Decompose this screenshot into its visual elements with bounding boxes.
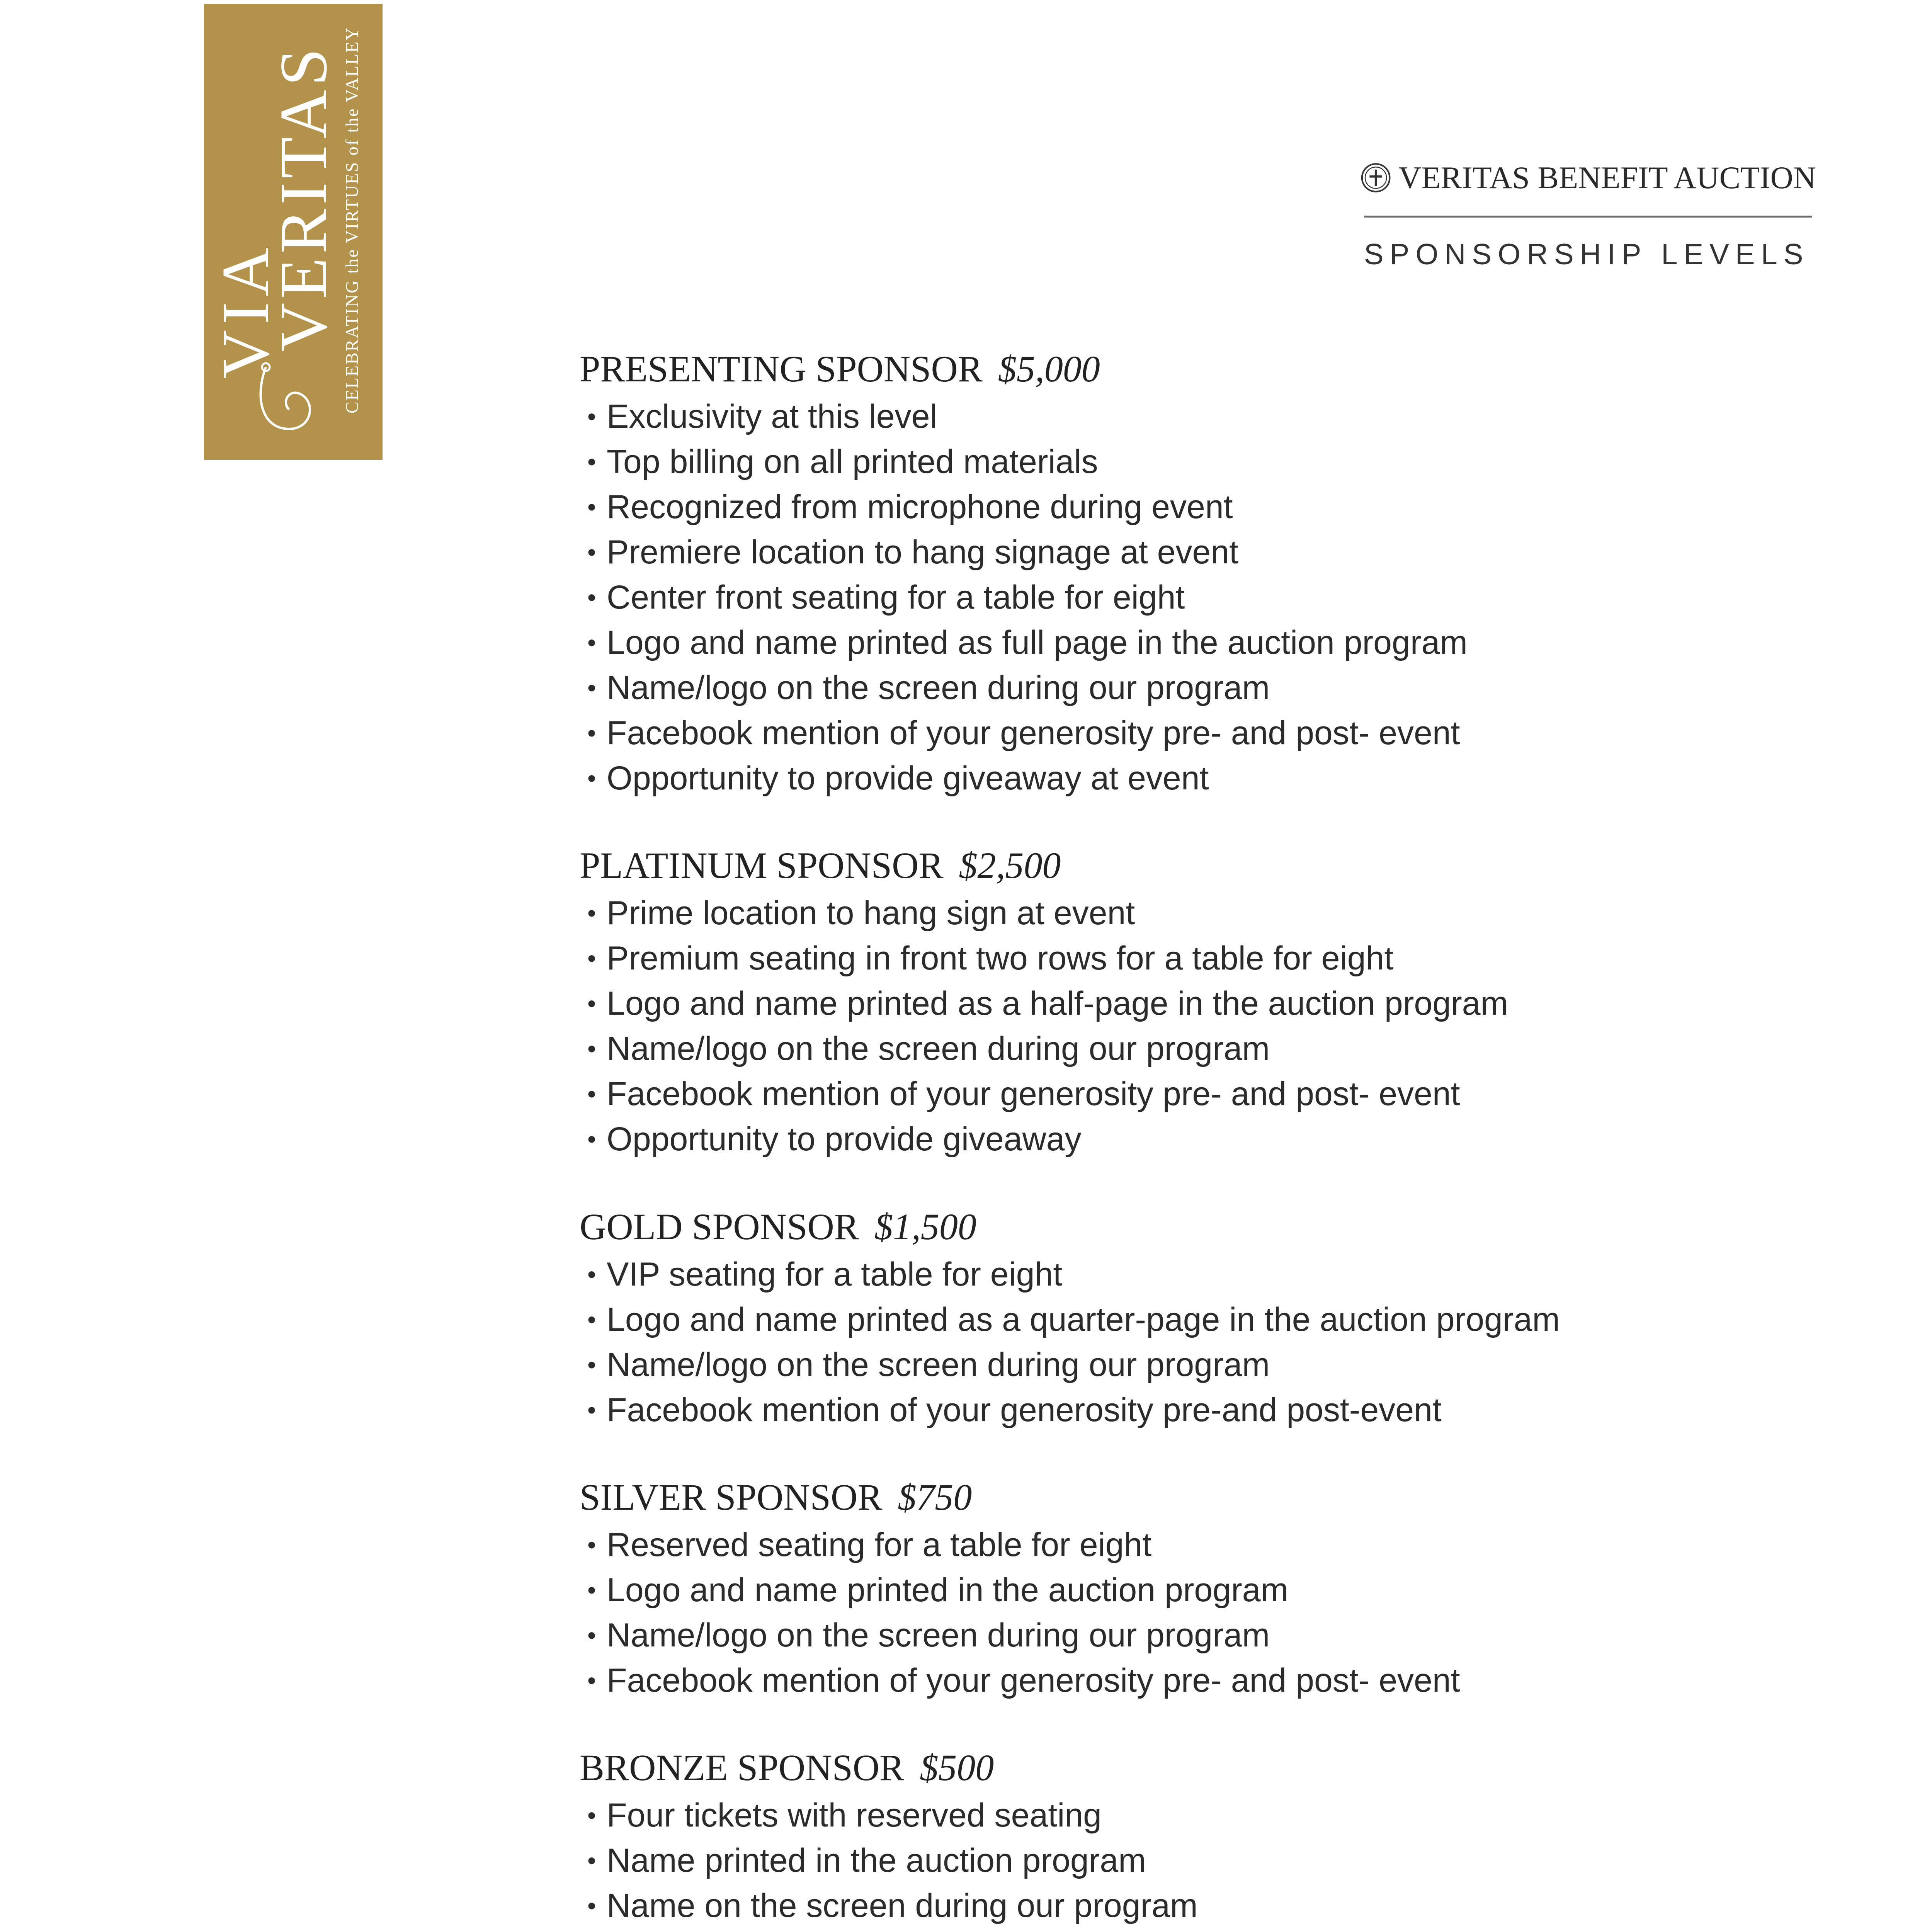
header-title-text: VERITAS BENEFIT AUCTION xyxy=(1398,160,1816,195)
benefit-list xyxy=(580,1252,1560,1433)
header-title xyxy=(1360,156,1816,199)
section-price: $2,500 xyxy=(959,845,1061,886)
section-price: $1,500 xyxy=(874,1206,976,1247)
list-item: • Center front seating for a table for eight xyxy=(580,575,1468,620)
list-item: • Name/logo on the screen during our program xyxy=(580,665,1468,711)
veritas-seal-icon xyxy=(1360,158,1391,197)
list-item: • Logo and name printed as a half-page in the auction program xyxy=(580,981,1508,1026)
list-item: • Exclusivity at this level xyxy=(580,394,1468,439)
section-title-text: BRONZE SPONSOR xyxy=(580,1747,905,1788)
list-item: • Name on the screen during our program xyxy=(580,1883,1460,1929)
list-item: • Opportunity to provide giveaway at event xyxy=(580,756,1468,801)
section-price: $5,000 xyxy=(998,348,1100,389)
list-item: • Name printed in the auction program xyxy=(580,1838,1460,1883)
list-item: • Reserved seating for a table for eight xyxy=(580,1522,1460,1568)
benefit-list xyxy=(580,891,1508,1162)
benefit-list xyxy=(580,1793,1460,1932)
header-divider xyxy=(1364,216,1812,218)
section-title xyxy=(580,844,1508,891)
via-veritas-logo-banner xyxy=(204,4,383,460)
section-title xyxy=(580,1206,1560,1252)
list-item: • Facebook mention of your generosity pre- and post- event xyxy=(580,1071,1508,1117)
section-gold xyxy=(580,1206,1560,1433)
list-item: • VIP seating for a table for eight xyxy=(580,1252,1560,1297)
list-item: • Recognized from microphone during event xyxy=(580,485,1468,530)
list-item: • Prime location to hang sign at event xyxy=(580,891,1508,936)
list-item: • Name/logo on the screen during our program xyxy=(580,1342,1560,1388)
section-title xyxy=(580,1747,1460,1793)
section-title-text: PLATINUM SPONSOR xyxy=(580,845,944,886)
section-title xyxy=(580,348,1468,394)
benefit-list xyxy=(580,394,1468,801)
banner-tagline: CELEBRATING the VIRTUES of the VALLEY xyxy=(342,26,362,413)
banner-rotated-content xyxy=(204,4,383,460)
list-item: • Premium seating in front two rows for a table for eight xyxy=(580,936,1508,981)
section-silver xyxy=(580,1476,1460,1703)
section-title-text: PRESENTING SPONSOR xyxy=(580,348,983,389)
section-title-text: SILVER SPONSOR xyxy=(580,1476,883,1518)
list-item: • Logo and name printed in the auction program xyxy=(580,1568,1460,1613)
list-item xyxy=(580,1929,1460,1932)
banner-veritas: VERITAS xyxy=(266,44,341,352)
list-item: • Opportunity to provide giveaway xyxy=(580,1117,1508,1162)
list-item: • Name/logo on the screen during our program xyxy=(580,1026,1508,1071)
banner-via: VIA xyxy=(208,242,283,379)
section-title xyxy=(580,1476,1460,1522)
benefit-list xyxy=(580,1522,1460,1703)
section-price: $750 xyxy=(898,1476,972,1518)
list-item: • Logo and name printed as a quarter-page in the auction program xyxy=(580,1297,1560,1342)
section-presenting xyxy=(580,348,1468,801)
list-item: • Facebook mention of your generosity pre- and post- event xyxy=(580,711,1468,756)
section-title-text: GOLD SPONSOR xyxy=(580,1206,859,1247)
section-bronze xyxy=(580,1747,1460,1932)
section-platinum xyxy=(580,844,1508,1162)
header-subtitle: SPONSORSHIP LEVELS xyxy=(1364,238,1810,271)
list-item: • Four tickets with reserved seating xyxy=(580,1793,1460,1838)
list-item: • Logo and name printed as full page in the auction program xyxy=(580,620,1468,665)
section-price: $500 xyxy=(920,1747,994,1788)
list-item: • Facebook mention of your generosity pre-and post-event xyxy=(580,1388,1560,1433)
list-item: • Premiere location to hang signage at event xyxy=(580,530,1468,575)
list-item: • Facebook mention of your generosity pre- and post- event xyxy=(580,1658,1460,1703)
list-item: • Top billing on all printed materials xyxy=(580,439,1468,485)
list-item: • Name/logo on the screen during our program xyxy=(580,1613,1460,1658)
